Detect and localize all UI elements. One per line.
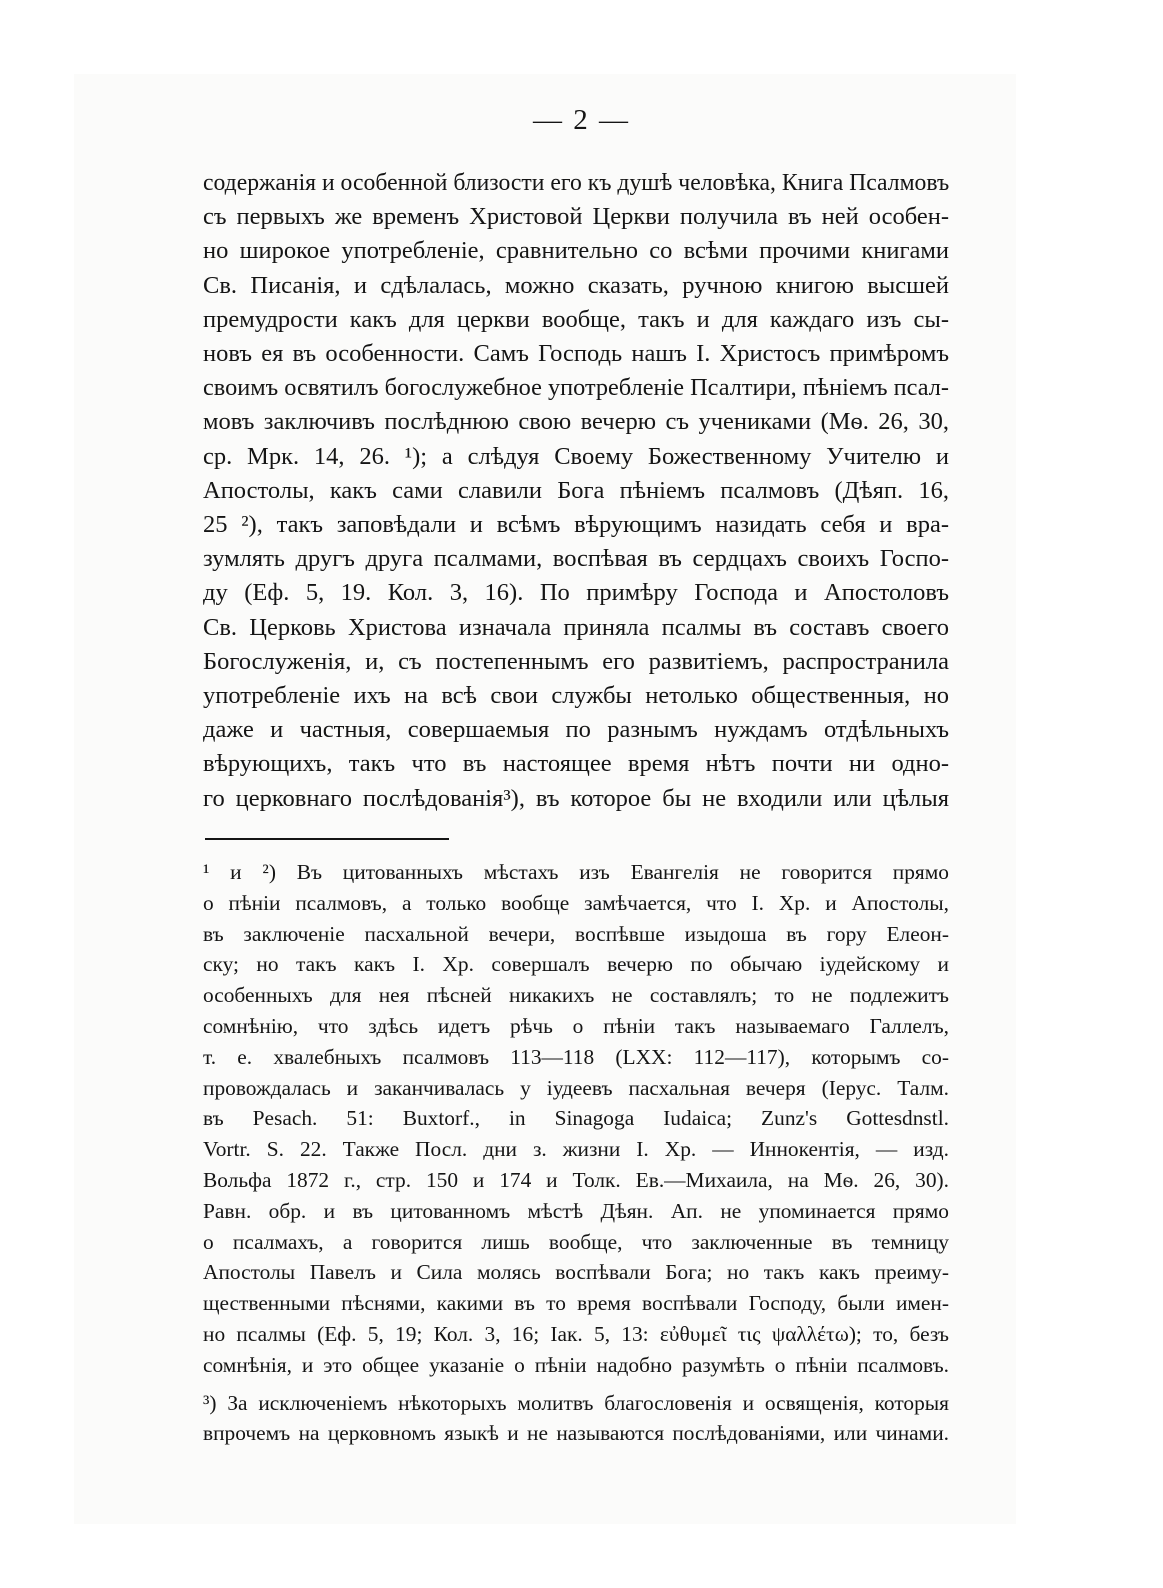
footnotes	[203, 857, 949, 1449]
footnote-1-2	[203, 857, 949, 1381]
footnote-line: Вольфа 1872 г., стр. 150 и 174 и Толк. Ев.—Михаила, на Мѳ. 26, 30).	[203, 1167, 949, 1192]
main-text-line: 25 ²), такъ заповѣдали и всѣмъ вѣрующимъ назидать себя и вра-	[203, 511, 949, 539]
footnote-line: сомнѣнію, что здѣсь идетъ рѣчь о пѣніи такъ называемаго Галлелъ,	[203, 1013, 949, 1038]
footnote-line: въ Pesach. 51: Buxtorf., in Sinagoga Iudaica; Zunz's Gottesdnstl.	[203, 1106, 949, 1131]
footnote-line: въ заключеніе пасхальной вечери, воспѣвше изыдоша въ гору Елеон-	[203, 921, 949, 946]
main-text-line: Апостолы, какъ сами славили Бога пѣніемъ псалмовъ (Дѣяп. 16,	[203, 476, 949, 504]
footnote-line: Апостолы Павелъ и Сила молясь воспѣвали Бога; но такъ какъ преиму-	[203, 1260, 949, 1285]
main-text-line: зумлять другъ друга псалмами, воспѣвая въ сердцахъ своихъ Госпо-	[203, 545, 949, 573]
footnote-line: впрочемъ на церковномъ языкѣ и не называются послѣдованіями, или чинами.	[203, 1421, 949, 1446]
main-text-line: новъ ея въ особенности. Самъ Господь нашъ І. Христосъ примѣромъ	[203, 340, 949, 368]
footnote-line: щественными пѣснями, какими въ то время воспѣвали Господу, были имен-	[203, 1291, 949, 1316]
main-text-line: ду (Еф. 5, 19. Кол. 3, 16). По примѣру Господа и Апостоловъ	[203, 579, 949, 607]
main-text-line: съ первыхъ же временъ Христовой Церкви получила въ ней особен-	[203, 203, 949, 231]
footnote-line: особенныхъ для нея пѣсней никакихъ не составлялъ; то не подлежитъ	[203, 983, 949, 1008]
footnote-line: ¹ и ²) Въ цитованныхъ мѣстахъ изъ Евангелія не говорится прямо	[203, 860, 949, 884]
main-text-line: ср. Мрк. 14, 26. ¹); а слѣдуя Своему Божественному Учителю и	[203, 442, 949, 470]
page-number: — 2 —	[533, 104, 630, 136]
main-text	[203, 166, 949, 816]
main-text-line: Богослуженія, и, съ постепеннымъ его развитіемъ, распространила	[203, 647, 949, 675]
main-text-line: Св. Церковь Христова изначала приняла псалмы въ составъ своего	[203, 613, 949, 641]
footnote-line: сомнѣнія, и это общее указаніе о пѣніи надобно разумѣть о пѣніи псалмовъ.	[203, 1352, 949, 1377]
footnote-separator	[205, 838, 449, 840]
footnote-line: Vortr. S. 22. Также Посл. дни з. жизни І. Хр. — Иннокентія, — изд.	[203, 1137, 949, 1162]
main-text-line: го церковнаго послѣдованія³), въ которое бы не входили или цѣлыя	[203, 784, 949, 812]
footnote-line: ³) За исключеніемъ нѣкоторыхъ молитвъ благословенія и освященія, которыя	[203, 1390, 949, 1415]
main-text-line: своимъ освятилъ богослужебное употребленіе Псалтири, пѣніемъ псал-	[203, 374, 949, 402]
main-text-line: но широкое употребленіе, сравнительно со всѣми прочими книгами	[203, 237, 949, 265]
main-text-line: употребленіе ихъ на всѣ свои службы нетолько общественныя, но	[203, 682, 949, 710]
main-text-line: содержанія и особенной близости его къ душѣ человѣка, Книга Псалмовъ	[203, 169, 950, 196]
footnote-line: т. е. хвалебныхъ псалмовъ 113—118 (LXX: 112—117), которымъ со-	[203, 1044, 949, 1069]
footnote-line: но псалмы (Еф. 5, 19; Кол. 3, 16; Іак. 5, 13: εὐθυμεῖ τις ψαλλέτω); то, безъ	[203, 1321, 949, 1346]
footnote-line: о псалмахъ, а говорится лишь вообще, что заключенные въ темницу	[203, 1229, 949, 1254]
footnote-line: Равн. обр. и въ цитованномъ мѣстѣ Дѣян. Ап. не упоминается прямо	[203, 1198, 949, 1223]
footnote-3	[203, 1388, 949, 1450]
main-text-line: Св. Писанія, и сдѣлалась, можно сказать, ручною книгою высшей	[203, 271, 949, 299]
main-text-line: даже и частныя, совершаемыя по разнымъ нуждамъ отдѣльныхъ	[203, 716, 949, 744]
footnote-line: провождалась и заканчивалась у іудеевъ пасхальная вечеря (Іерус. Талм.	[203, 1075, 949, 1100]
footnote-line: ску; но такъ какъ І. Хр. совершалъ вечерю по обычаю іудейскому и	[203, 952, 949, 977]
footnote-line: о пѣніи псалмовъ, а только вообще замѣчается, что І. Хр. и Апостолы,	[203, 890, 949, 915]
main-text-line: мовъ заключивъ послѣднюю свою вечерю съ учениками (Мѳ. 26, 30,	[203, 408, 949, 436]
main-text-line: премудрости какъ для церкви вообще, такъ и для каждаго изъ сы-	[203, 305, 949, 333]
main-text-line: вѣрующихъ, такъ что въ настоящее время нѣтъ почти ни одно-	[203, 750, 949, 778]
